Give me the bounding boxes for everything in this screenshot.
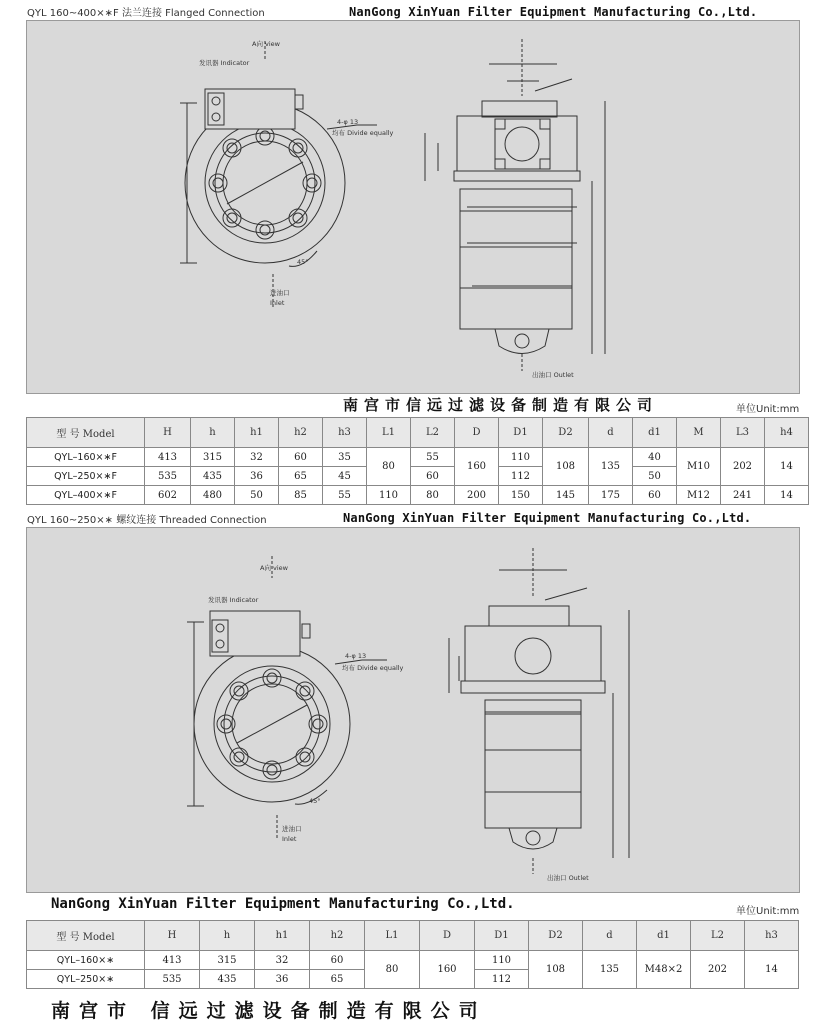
bolt-label: 4-φ 13 [345, 652, 367, 660]
header-h: h [191, 418, 235, 448]
table-row [27, 951, 799, 970]
section1-unit: 单位Unit:mm [736, 404, 800, 415]
flanged-drawing [27, 21, 799, 393]
header-H: H [145, 418, 191, 448]
cell-D1: 110 [475, 951, 529, 970]
cell-h1: 36 [255, 970, 310, 989]
header-D1: D1 [475, 921, 529, 951]
cell-d1: 60 [633, 486, 677, 505]
cell-L2: 80 [411, 486, 455, 505]
header-D2: D2 [529, 921, 583, 951]
angle-label: 45° [297, 258, 309, 266]
outlet-label: 出油口 Outlet [532, 371, 574, 379]
inlet-cn-label: 进油口 [282, 825, 302, 833]
cell-h1: 32 [255, 951, 310, 970]
header-H: H [145, 921, 200, 951]
divide-label: 均布 Divide equally [332, 129, 394, 137]
section2-title: QYL 160~250×∗ 螺纹连接 Threaded Connection [27, 515, 267, 526]
cell-h1: 32 [235, 448, 279, 467]
header-L1: L1 [367, 418, 411, 448]
header-h3: h3 [745, 921, 799, 951]
indicator-label: 发讯器 Indicator [199, 59, 250, 67]
cell-H: 413 [145, 448, 191, 467]
cell-H: 413 [145, 951, 200, 970]
cell-h2: 85 [279, 486, 323, 505]
header-D2: D2 [543, 418, 589, 448]
cell-h2: 65 [310, 970, 365, 989]
cell-D2-merged: 108 [529, 951, 583, 989]
cell-h3: 45 [323, 467, 367, 486]
cell-model: QYL–160×∗F [27, 448, 145, 467]
table-header-row [27, 418, 809, 448]
cell-d1-merged: M48×2 [637, 951, 691, 989]
cell-M: M12 [677, 486, 721, 505]
indicator-label: 发讯器 Indicator [208, 596, 259, 604]
table-row [27, 486, 809, 505]
table-header-row [27, 921, 799, 951]
threaded-spec-table [26, 920, 799, 989]
header-h1: h1 [235, 418, 279, 448]
cell-h: 435 [191, 467, 235, 486]
cell-D2: 145 [543, 486, 589, 505]
cell-h1: 50 [235, 486, 279, 505]
header-model: 型 号 Model [27, 418, 145, 448]
cell-L2: 55 [411, 448, 455, 467]
header-M: M [677, 418, 721, 448]
header-L2: L2 [691, 921, 745, 951]
cell-model: QYL–250×∗ [27, 970, 145, 989]
header-d1: d1 [637, 921, 691, 951]
inlet-en-label: Inlet [270, 299, 285, 307]
header-h: h [200, 921, 255, 951]
cell-L1: 110 [367, 486, 411, 505]
section2-company-header: NanGong XinYuan Filter Equipment Manufacturing Co.,Ltd. [343, 511, 752, 525]
header-L2: L2 [411, 418, 455, 448]
inlet-cn-label: 进油口 [270, 289, 290, 297]
header-D: D [455, 418, 499, 448]
cell-M-merged: M10 [677, 448, 721, 486]
header-h2: h2 [279, 418, 323, 448]
cell-d1: 40 [633, 448, 677, 467]
footer-company-cn: 南宫市 信远过滤设备制造有限公司 [51, 1000, 487, 1022]
cell-D1: 150 [499, 486, 543, 505]
cell-model: QYL–250×∗F [27, 467, 145, 486]
cell-H: 535 [145, 467, 191, 486]
header-d: d [583, 921, 637, 951]
cell-h3-merged: 14 [745, 951, 799, 989]
cell-D-merged: 160 [420, 951, 475, 989]
header-D: D [420, 921, 475, 951]
divide-label: 均布 Divide equally [342, 664, 404, 672]
cell-d: 175 [589, 486, 633, 505]
cell-h3: 55 [323, 486, 367, 505]
cell-H: 535 [145, 970, 200, 989]
cell-D: 200 [455, 486, 499, 505]
header-model: 型 号 Model [27, 921, 145, 951]
angle-label: 45° [309, 797, 321, 805]
header-L3: L3 [721, 418, 765, 448]
cell-h: 315 [200, 951, 255, 970]
section2-company-en: NanGong XinYuan Filter Equipment Manufacturing Co.,Ltd. [51, 896, 515, 912]
bolt-label: 4-φ 13 [337, 118, 359, 126]
cell-d-merged: 135 [583, 951, 637, 989]
cell-model: QYL–400×∗F [27, 486, 145, 505]
cell-D-merged: 160 [455, 448, 499, 486]
cell-h4-merged: 14 [765, 448, 809, 486]
header-d1: d1 [633, 418, 677, 448]
header-h2: h2 [310, 921, 365, 951]
header-D1: D1 [499, 418, 543, 448]
cell-D1: 112 [475, 970, 529, 989]
header-h3: h3 [323, 418, 367, 448]
threaded-drawing-panel [26, 527, 800, 893]
inlet-en-label: Inlet [282, 835, 297, 843]
table-row [27, 448, 809, 467]
cell-h3: 35 [323, 448, 367, 467]
cell-L3-merged: 202 [721, 448, 765, 486]
cell-D1: 112 [499, 467, 543, 486]
header-L1: L1 [365, 921, 420, 951]
section1-company-header: NanGong XinYuan Filter Equipment Manufacturing Co.,Ltd. [349, 5, 758, 19]
cell-d-merged: 135 [589, 448, 633, 486]
threaded-drawing [27, 528, 799, 892]
section1-company-cn: 南宫市信远过滤设备制造有限公司 [343, 396, 659, 414]
header-h1: h1 [255, 921, 310, 951]
cell-h: 435 [200, 970, 255, 989]
cell-D1: 110 [499, 448, 543, 467]
section1-title: QYL 160~400×∗F 法兰连接 Flanged Connection [27, 8, 265, 19]
cell-d1: 50 [633, 467, 677, 486]
view-label: A向 view [252, 40, 280, 48]
cell-h2: 60 [310, 951, 365, 970]
cell-model: QYL–160×∗ [27, 951, 145, 970]
cell-L3: 241 [721, 486, 765, 505]
cell-L2: 60 [411, 467, 455, 486]
cell-h2: 65 [279, 467, 323, 486]
cell-H: 602 [145, 486, 191, 505]
cell-h1: 36 [235, 467, 279, 486]
cell-L2-merged: 202 [691, 951, 745, 989]
cell-h2: 60 [279, 448, 323, 467]
header-h4: h4 [765, 418, 809, 448]
flanged-drawing-panel [26, 20, 800, 394]
view-label: A向 view [260, 564, 288, 572]
cell-L1-merged: 80 [365, 951, 420, 989]
header-d: d [589, 418, 633, 448]
cell-L1-merged: 80 [367, 448, 411, 486]
cell-h4: 14 [765, 486, 809, 505]
cell-D2-merged: 108 [543, 448, 589, 486]
cell-h: 315 [191, 448, 235, 467]
outlet-label: 出油口 Outlet [547, 874, 589, 882]
section2-unit: 单位Unit:mm [736, 906, 800, 917]
cell-h: 480 [191, 486, 235, 505]
flanged-spec-table [26, 417, 809, 505]
